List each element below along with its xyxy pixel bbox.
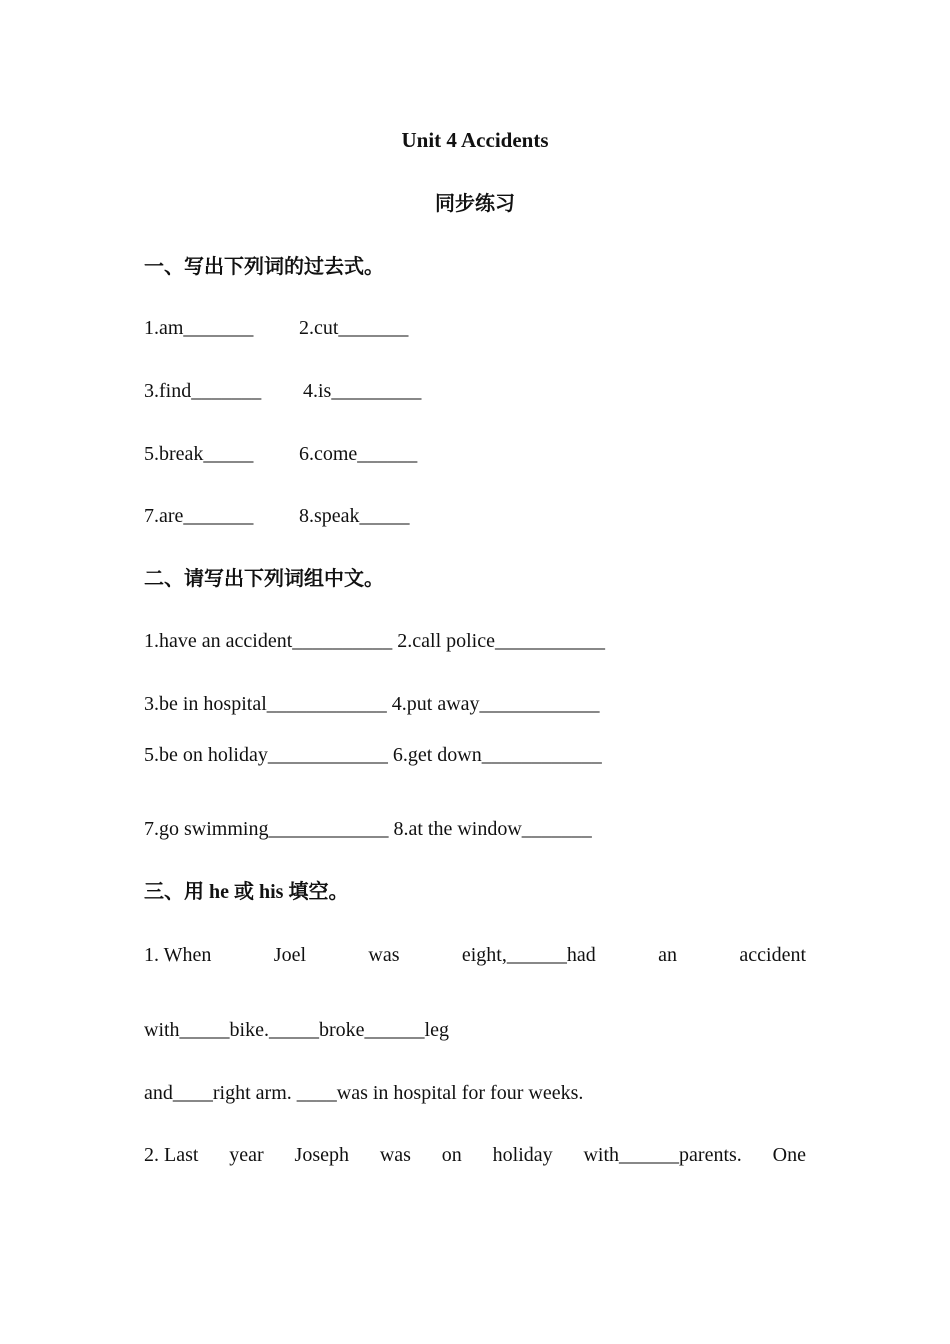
word: year [229,1144,264,1166]
word: holiday [492,1144,553,1166]
exercise-item: 4.is_________ [303,380,422,402]
heading-word-he: he [209,881,229,903]
section-3-heading [144,880,348,904]
heading-part: 三、用 [144,881,209,903]
section-1-heading: 一、写出下列词的过去式。 [144,256,384,278]
exercise-item: 7.are_______ [144,505,254,527]
word: was [368,944,400,966]
question-1-line-1 [144,943,806,967]
word: Joseph [294,1144,349,1166]
exercise-item: 3.find_______ [144,380,262,402]
word: an [658,944,677,966]
word: 2. Last [144,1144,199,1166]
page-title: Unit 4 Accidents [401,128,549,152]
exercise-row: 1.have an accident__________ 2.call police___________ [144,630,605,652]
word: accident [739,944,806,966]
heading-part: 填空。 [283,881,349,903]
exercise-item: 1.am_______ [144,317,254,339]
exercise-item: 6.come______ [299,443,418,465]
word: on [441,1144,462,1166]
word: was [379,1144,411,1166]
exercise-item: 5.break_____ [144,443,254,465]
heading-part: 或 [229,881,259,903]
word: with______parents. [583,1144,742,1166]
exercise-row: 7.go swimming____________ 8.at the window_______ [144,818,592,840]
exercise-row: 3.be in hospital____________ 4.put away____________ [144,693,600,715]
section-2-heading: 二、请写出下列词组中文。 [144,568,384,590]
heading-word-his: his [259,881,284,903]
exercise-item: 2.cut_______ [299,317,409,339]
question-1-line-3: and____right arm. ____was in hospital for four weeks. [144,1082,584,1104]
question-2-line-1 [144,1143,806,1167]
page-subtitle: 同步练习 [435,193,515,215]
word: Joel [273,944,306,966]
exercise-item: 8.speak_____ [299,505,410,527]
word: One [772,1144,806,1166]
question-1-line-2: with_____bike._____broke______leg [144,1019,449,1041]
exercise-row: 5.be on holiday____________ 6.get down____________ [144,744,602,766]
word: 1. When [144,944,212,966]
word: eight,______had [461,944,596,966]
